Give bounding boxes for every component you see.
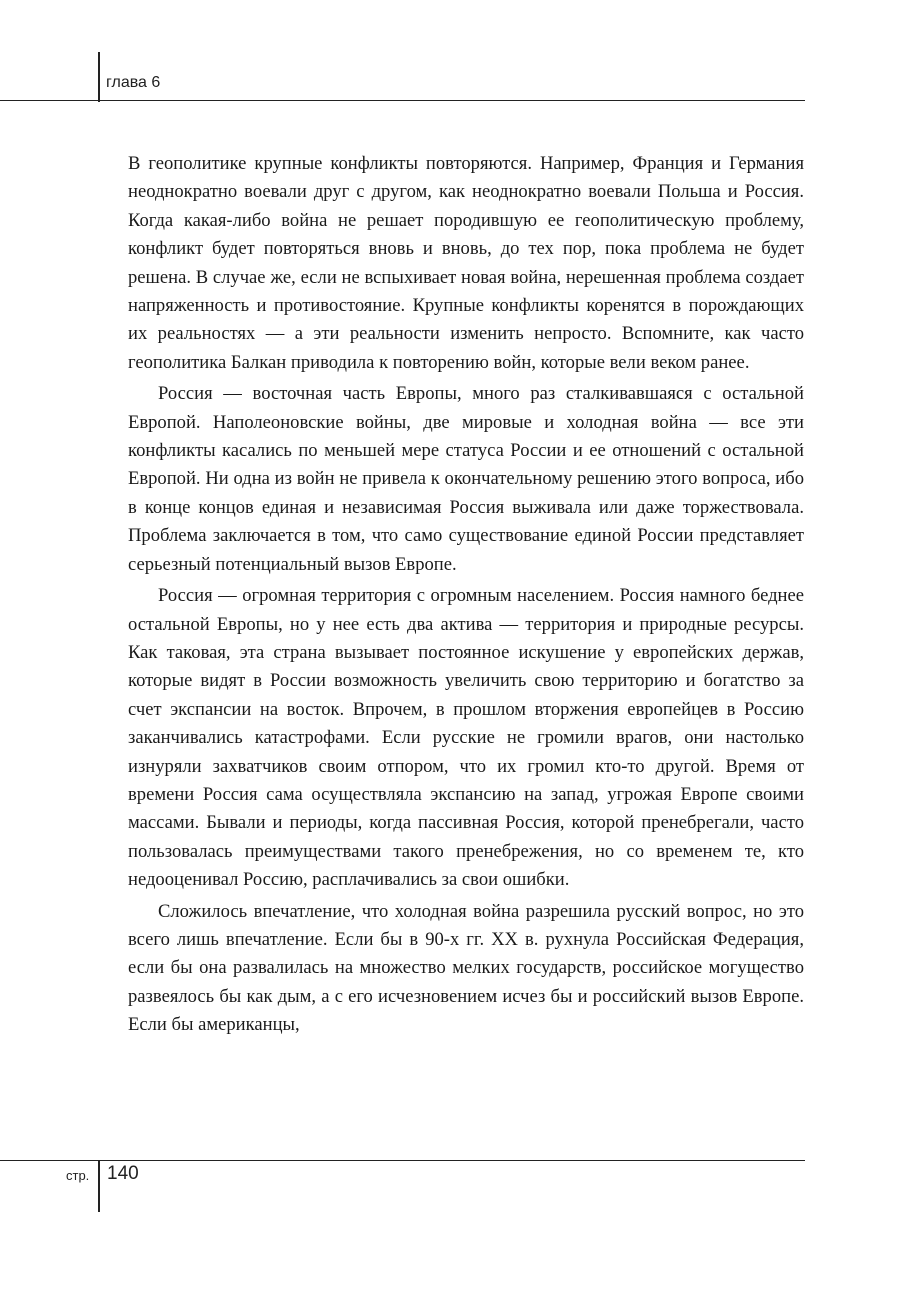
page-number: 140 [107, 1163, 139, 1184]
paragraph: Россия — восточная часть Европы, много раз сталкивавшаяся с остальной Европой. Наполеоновские войны, две мировые и холодная война — все эти конфликты касались по меньшей мере статуса России и ее отношений с остальной Европой. Ни одна из войн не привела к окончательному решению этого вопроса, ибо в конце концов единая и независимая Россия выживала или даже торжествовала. Проблема заключается в том, что само существование единой России представляет серьезный потенциальный вызов Европе. [128, 383, 804, 575]
footer-horizontal-rule [0, 1160, 805, 1161]
page-prefix: стр. [66, 1168, 90, 1183]
paragraph: Россия — огромная территория с огромным населением. Россия намного беднее остальной Европы, но у нее есть два актива — территория и природные ресурсы. Как таковая, эта страна вызывает постоянное искушение у европейских держав, которые видят в России возможность увеличить свою территорию и богатство за счет экспансии на восток. Впрочем, в прошлом вторжения европейцев в Россию заканчивались катастрофами. Если русские не громили врагов, они настолько изнуряли захватчиков своим отпором, что их громил кто-то другой. Время от времени Россия сама осуществляла экспансию на запад, угрожая Европе своими массами. Бывали и периоды, когда пассивная Россия, которой пренебрегали, часто пользовалась преимуществами такого пренебрежения, но со временем те, кто недооценивал Россию, расплачивались за свои ошибки. [128, 585, 804, 891]
footer-vertical-rule [98, 1160, 100, 1212]
body-text [128, 150, 804, 1040]
paragraph: В геополитике крупные конфликты повторяются. Например, Франция и Германия неоднократно воевали друг с другом, как неоднократно воевали Польша и Россия. Когда какая-либо война не решает породившую ее геополитическую проблему, конфликт будет повторяться вновь и вновь, до тех пор, пока проблема не будет решена. В случае же, если не вспыхивает новая война, нерешенная проблема создает напряженность и противостояние. Крупные конфликты коренятся в порождающих их реальностях — а эти реальности изменить непросто. Вспомните, как часто геополитика Балкан приводила к повторению войн, которые вели веком ранее. [128, 153, 804, 373]
header-vertical-rule [98, 52, 100, 102]
chapter-label: глава 6 [106, 74, 161, 91]
header-horizontal-rule [0, 100, 805, 101]
paragraph: Сложилось впечатление, что холодная война разрешила русский вопрос, но это всего лишь впечатление. Если бы в 90-х гг. XX в. рухнула Российская Федерация, если бы она развалилась на множество мелких государств, российское могущество развеялось бы как дым, а с его исчезновением исчез бы и российский вызов Европе. Если бы американцы, [128, 900, 804, 1036]
